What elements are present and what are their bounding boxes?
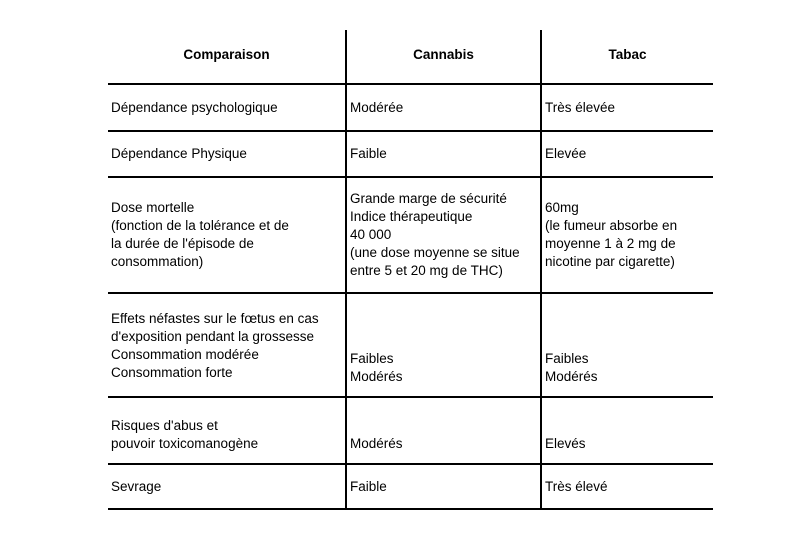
cannabis-value: Modérée — [345, 85, 540, 130]
row-label: Risques d'abus et pouvoir toxicomanogène — [111, 418, 259, 451]
tabac-value: Elevée — [540, 132, 713, 176]
comparison-table — [108, 30, 713, 510]
tabac-value: Faibles Modérés — [540, 294, 713, 396]
tabac-value: Elevés — [540, 398, 713, 463]
table-row — [108, 294, 713, 398]
table-row — [108, 398, 713, 465]
table-row — [108, 85, 713, 132]
row-label: Dépendance Physique — [111, 146, 247, 161]
row-label: Effets néfastes sur le fœtus en cas d'exposition pendant la grossesse Consommation modérée Consommation forte — [111, 311, 319, 380]
row-label: Dose mortelle (fonction de la tolérance et de la durée de l'épisode de consommation) — [111, 200, 289, 269]
tabac-value: Très élevée — [540, 85, 713, 130]
cannabis-value: Faible — [345, 465, 540, 508]
header-cannabis: Cannabis — [345, 30, 540, 83]
cannabis-value: Faibles Modérés — [345, 294, 540, 396]
row-label: Dépendance psychologique — [111, 99, 278, 115]
row-label: Sevrage — [111, 478, 162, 494]
table-row — [108, 132, 713, 178]
tabac-value: 60mg (le fumeur absorbe en moyenne 1 à 2 mg de nicotine par cigarette) — [540, 178, 713, 292]
cannabis-value: Faible — [345, 132, 540, 176]
table-row — [108, 465, 713, 510]
cannabis-value: Grande marge de sécurité Indice thérapeutique 40 000 (une dose moyenne se situe entre 5 et 20 mg de THC) — [345, 178, 540, 292]
cannabis-value: Modérés — [345, 398, 540, 463]
tabac-value: Très élevé — [540, 465, 713, 508]
table-row — [108, 178, 713, 294]
header-tabac: Tabac — [540, 30, 713, 83]
table-header-row — [108, 30, 713, 85]
header-comparaison: Comparaison — [183, 47, 270, 62]
